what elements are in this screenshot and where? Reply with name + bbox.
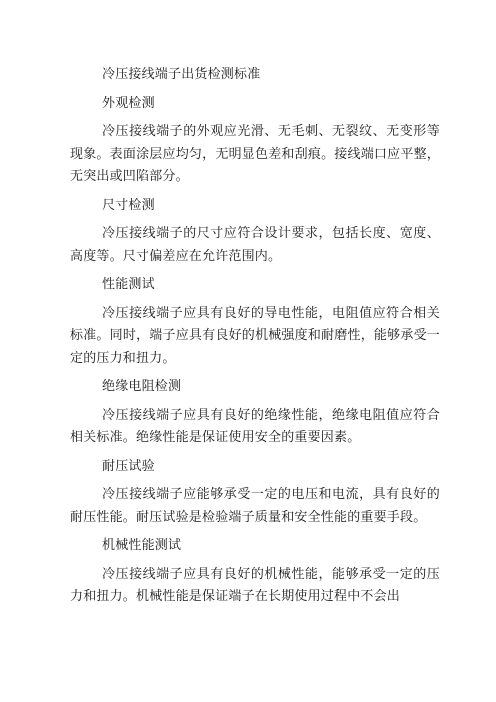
section-body-appearance: 冷压接线端子的外观应光滑、无毛刺、无裂纹、无变形等现象。表面涂层应均匀，无明显色差和刮痕。接线端口应平整，无突出或凹陷部分。 <box>70 124 440 184</box>
section-heading-performance: 性能测试 <box>102 277 155 292</box>
document-title: 冷压接线端子出货检测标准 <box>102 67 261 82</box>
section-body-dimensions: 冷压接线端子的尺寸应符合设计要求，包括长度、宽度、高度等。尺寸偏差应在允许范围内。 <box>70 226 440 264</box>
section-body-withstand-voltage: 冷压接线端子应能够承受一定的电压和电流，具有良好的耐压性能。耐压试验是检验端子质量和安全性能的重要手段。 <box>70 487 440 525</box>
section-body-mechanical: 冷压接线端子应具有良好的机械性能，能够承受一定的压力和扭力。机械性能是保证端子在长期使用过程中不会出 <box>70 566 440 604</box>
section-heading-mechanical: 机械性能测试 <box>102 538 182 553</box>
section-heading-insulation: 绝缘电阻检测 <box>102 379 182 394</box>
section-heading-dimensions: 尺寸检测 <box>102 197 155 213</box>
section-heading-appearance: 外观检测 <box>102 95 155 111</box>
section-heading-withstand-voltage: 耐压试验 <box>102 458 155 474</box>
section-body-insulation: 冷压接线端子应具有良好的绝缘性能，绝缘电阻值应符合相关标准。绝缘性能是保证使用安全的重要因素。 <box>70 407 440 445</box>
section-body-performance: 冷压接线端子应具有良好的导电性能，电阻值应符合相关标准。同时，端子应具有良好的机械强度和耐磨性，能够承受一定的压力和扭力。 <box>70 305 440 366</box>
